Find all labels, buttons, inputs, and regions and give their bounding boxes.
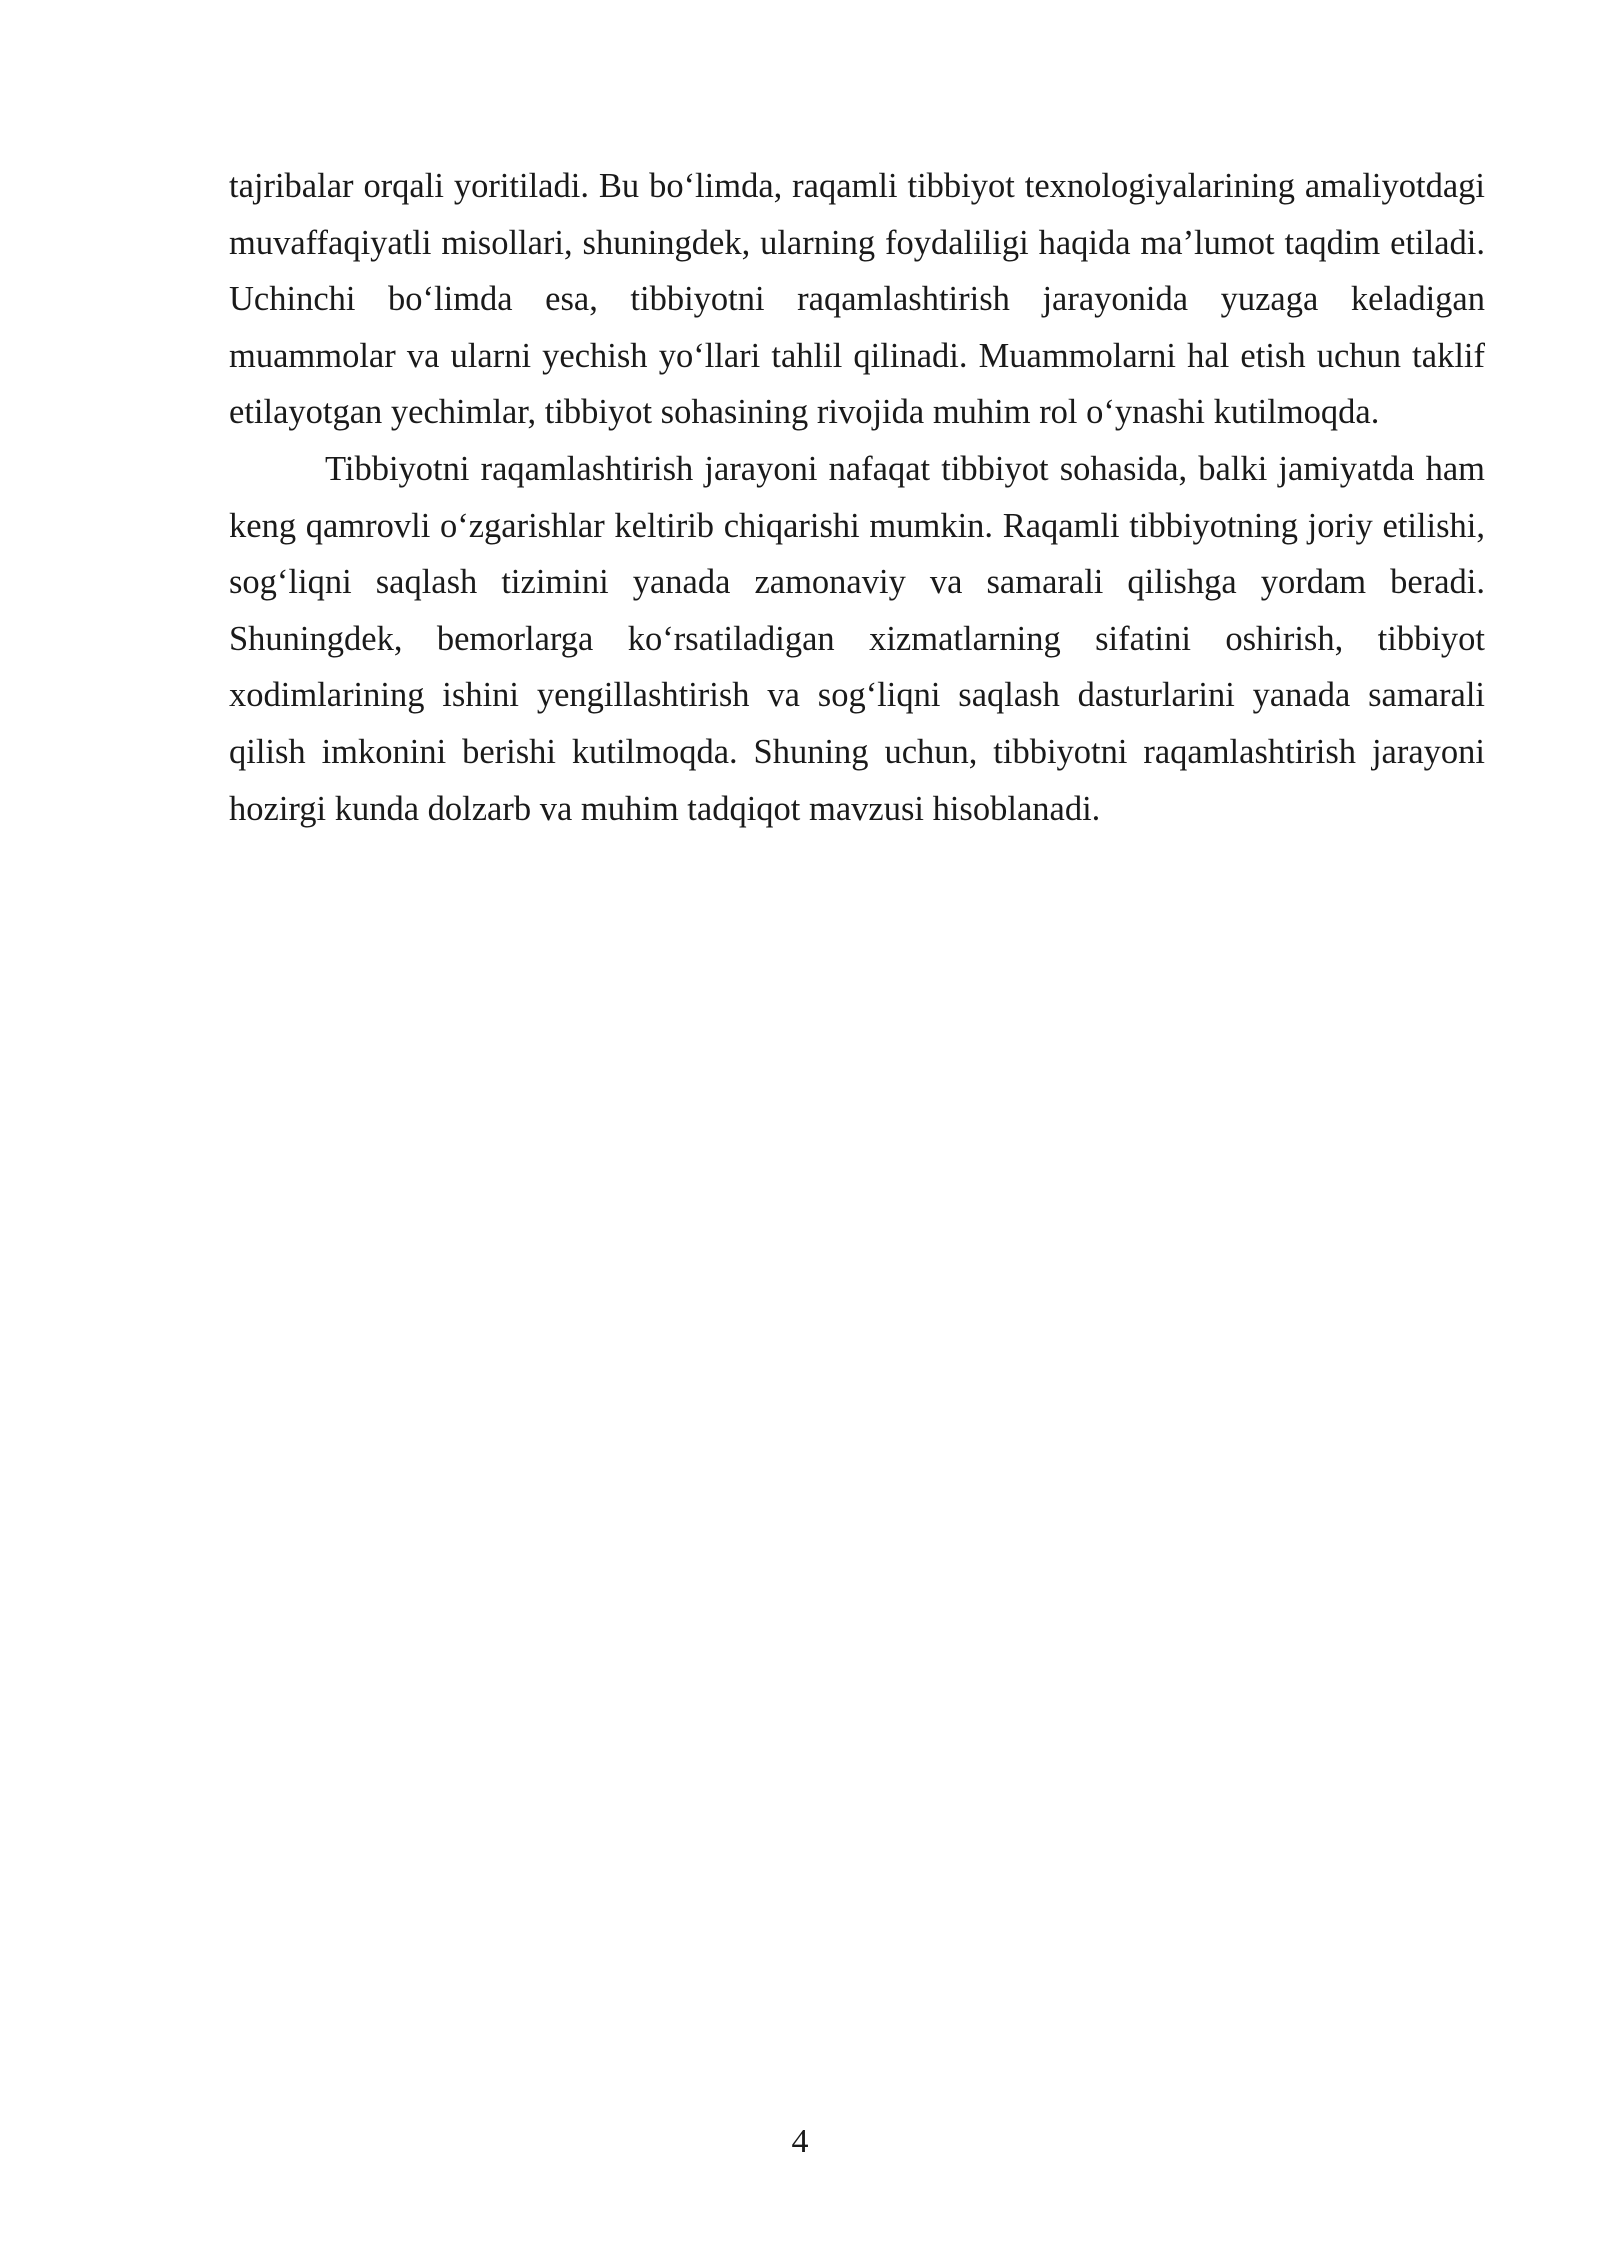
- page-number: 4: [791, 2123, 809, 2160]
- paragraph-digitalization: Tibbiyotni raqamlashtirish jarayoni nafaqat tibbiyot sohasida, balki jamiyatda ham keng qamrovli o‘zgarishlar keltirib chiqarishi mumkin. Raqamli tibbiyotning joriy etilishi, sog‘liqni saqlash tizimini yanada zamonaviy va samarali qilishga yordam beradi. Shuningdek, bemorlarga ko‘rsatiladigan xizmatlarning sifatini oshirish, tibbiyot xodimlarining ishini yengillashtirish va sog‘liqni saqlash dasturlarini yanada samarali qilish imkonini berishi kutilmoqda. Shuning uchun, tibbiyotni raqamlashtirish jarayoni hozirgi kunda dolzarb va muhim tadqiqot mavzusi hisoblanadi.: [229, 449, 1485, 828]
- body-text: [229, 158, 1485, 837]
- paragraph-continuation: tajribalar orqali yoritiladi. Bu bo‘limda, raqamli tibbiyot texnologiyalarining amaliyotdagi muvaffaqiyatli misollari, shuningdek, ularning foydaliligi haqida ma’lumot taqdim etiladi. Uchinchi bo‘limda esa, tibbiyotni raqamlashtirish jarayonida yuzaga keladigan muammolar va ularni yechish yo‘llari tahlil qilinadi. Muammolarni hal etish uchun taklif etilayotgan yechimlar, tibbiyot sohasining rivojida muhim rol o‘ynashi kutilmoqda.: [229, 167, 1485, 432]
